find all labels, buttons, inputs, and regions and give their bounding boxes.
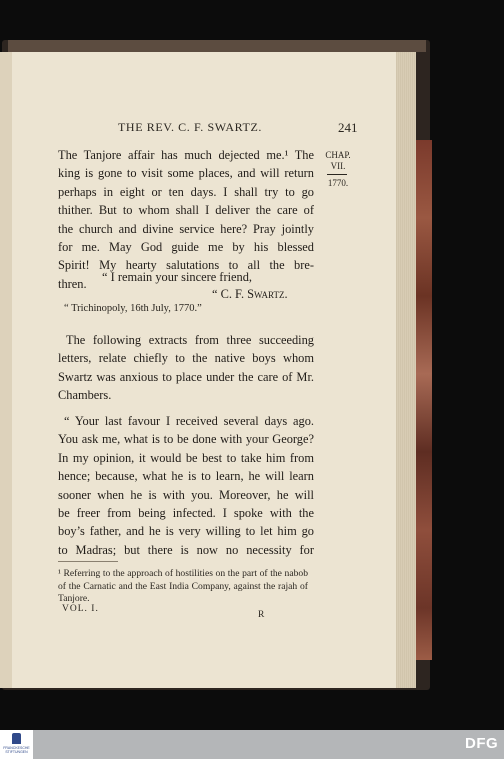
footnote: ¹ Referring to the approach of hostilities on the part of the nabob of the Carnatic and the East India Company, against the rajah of Tanjore. — [58, 568, 308, 605]
text-line: be freer from being infected. I spoke with the — [58, 506, 314, 521]
library-building-icon — [12, 733, 21, 744]
text-line: the church and divine service here? Pray jointly — [58, 221, 314, 236]
text-line: The Tanjore affair has much dejected me.¹ The — [58, 148, 314, 162]
page-block-edge — [396, 52, 416, 688]
footnote-rule — [58, 561, 118, 562]
text-line: letters, relate chiefly to the native boys whom — [58, 351, 314, 366]
text-line: Swartz was anxious to place under the care of Mr. — [58, 369, 314, 384]
signature-smallcaps: wartz — [254, 287, 285, 301]
viewer-footer-bar — [0, 730, 504, 759]
signature — [212, 287, 288, 302]
book-cover-top-edge — [8, 40, 426, 52]
library-logo-text: FRANCKESCHE STIFTUNGEN — [3, 746, 30, 754]
page-number: 241 — [338, 120, 358, 135]
text-line: king is gone to visit some places, and will return — [58, 166, 314, 181]
text-line: thren. — [58, 276, 87, 291]
text-line: perhaps in eight or ten days. I shall try to go — [58, 184, 314, 199]
text-line: thither. But to whom shall I deliver the care of — [58, 203, 314, 218]
paragraph-2 — [58, 331, 314, 405]
text-line: hence; because, what he is to learn, he will learn — [58, 469, 314, 484]
text-line: You ask me, what is to be done with your George? — [58, 432, 314, 447]
signature-prefix: “ C. F. S — [212, 287, 255, 301]
text-line: “ Your last favour I received several days ago. — [64, 414, 314, 428]
text-line: Spirit! My hearty salutations to all the bre- — [58, 258, 314, 273]
dateline: “ Trichinopoly, 16th July, 1770.” — [64, 303, 202, 314]
text-line: to Madras; but there is now no necessity for — [58, 542, 314, 557]
text-line: sooner when he is with you. Moreover, he will — [58, 487, 314, 502]
marbled-edge — [414, 140, 432, 660]
printer-signature-mark: R — [258, 610, 265, 620]
margin-chap: CHAP. — [325, 150, 351, 160]
text-line: Chambers. — [58, 388, 112, 403]
text-line: In my opinion, it would be best to take him from — [58, 450, 314, 465]
text-line: for me. May God guide me by his blessed — [58, 240, 314, 255]
text-line: The following extracts from three succeeding — [66, 333, 314, 347]
closing-line: “ I remain your sincere friend, — [102, 270, 252, 284]
text-line: boy’s father, and he is very willing to let him go — [58, 524, 314, 539]
paragraph-3 — [58, 412, 314, 559]
volume-signature: VOL. I. — [62, 604, 99, 614]
dfg-logo: DFG — [465, 735, 499, 752]
margin-year: 1770. — [327, 178, 349, 188]
margin-chap-number: VII. — [330, 161, 346, 171]
margin-rule — [327, 174, 347, 175]
running-title: THE REV. C. F. SWARTZ. — [118, 120, 262, 134]
signature-suffix: . — [284, 287, 288, 301]
page-header — [0, 120, 504, 136]
